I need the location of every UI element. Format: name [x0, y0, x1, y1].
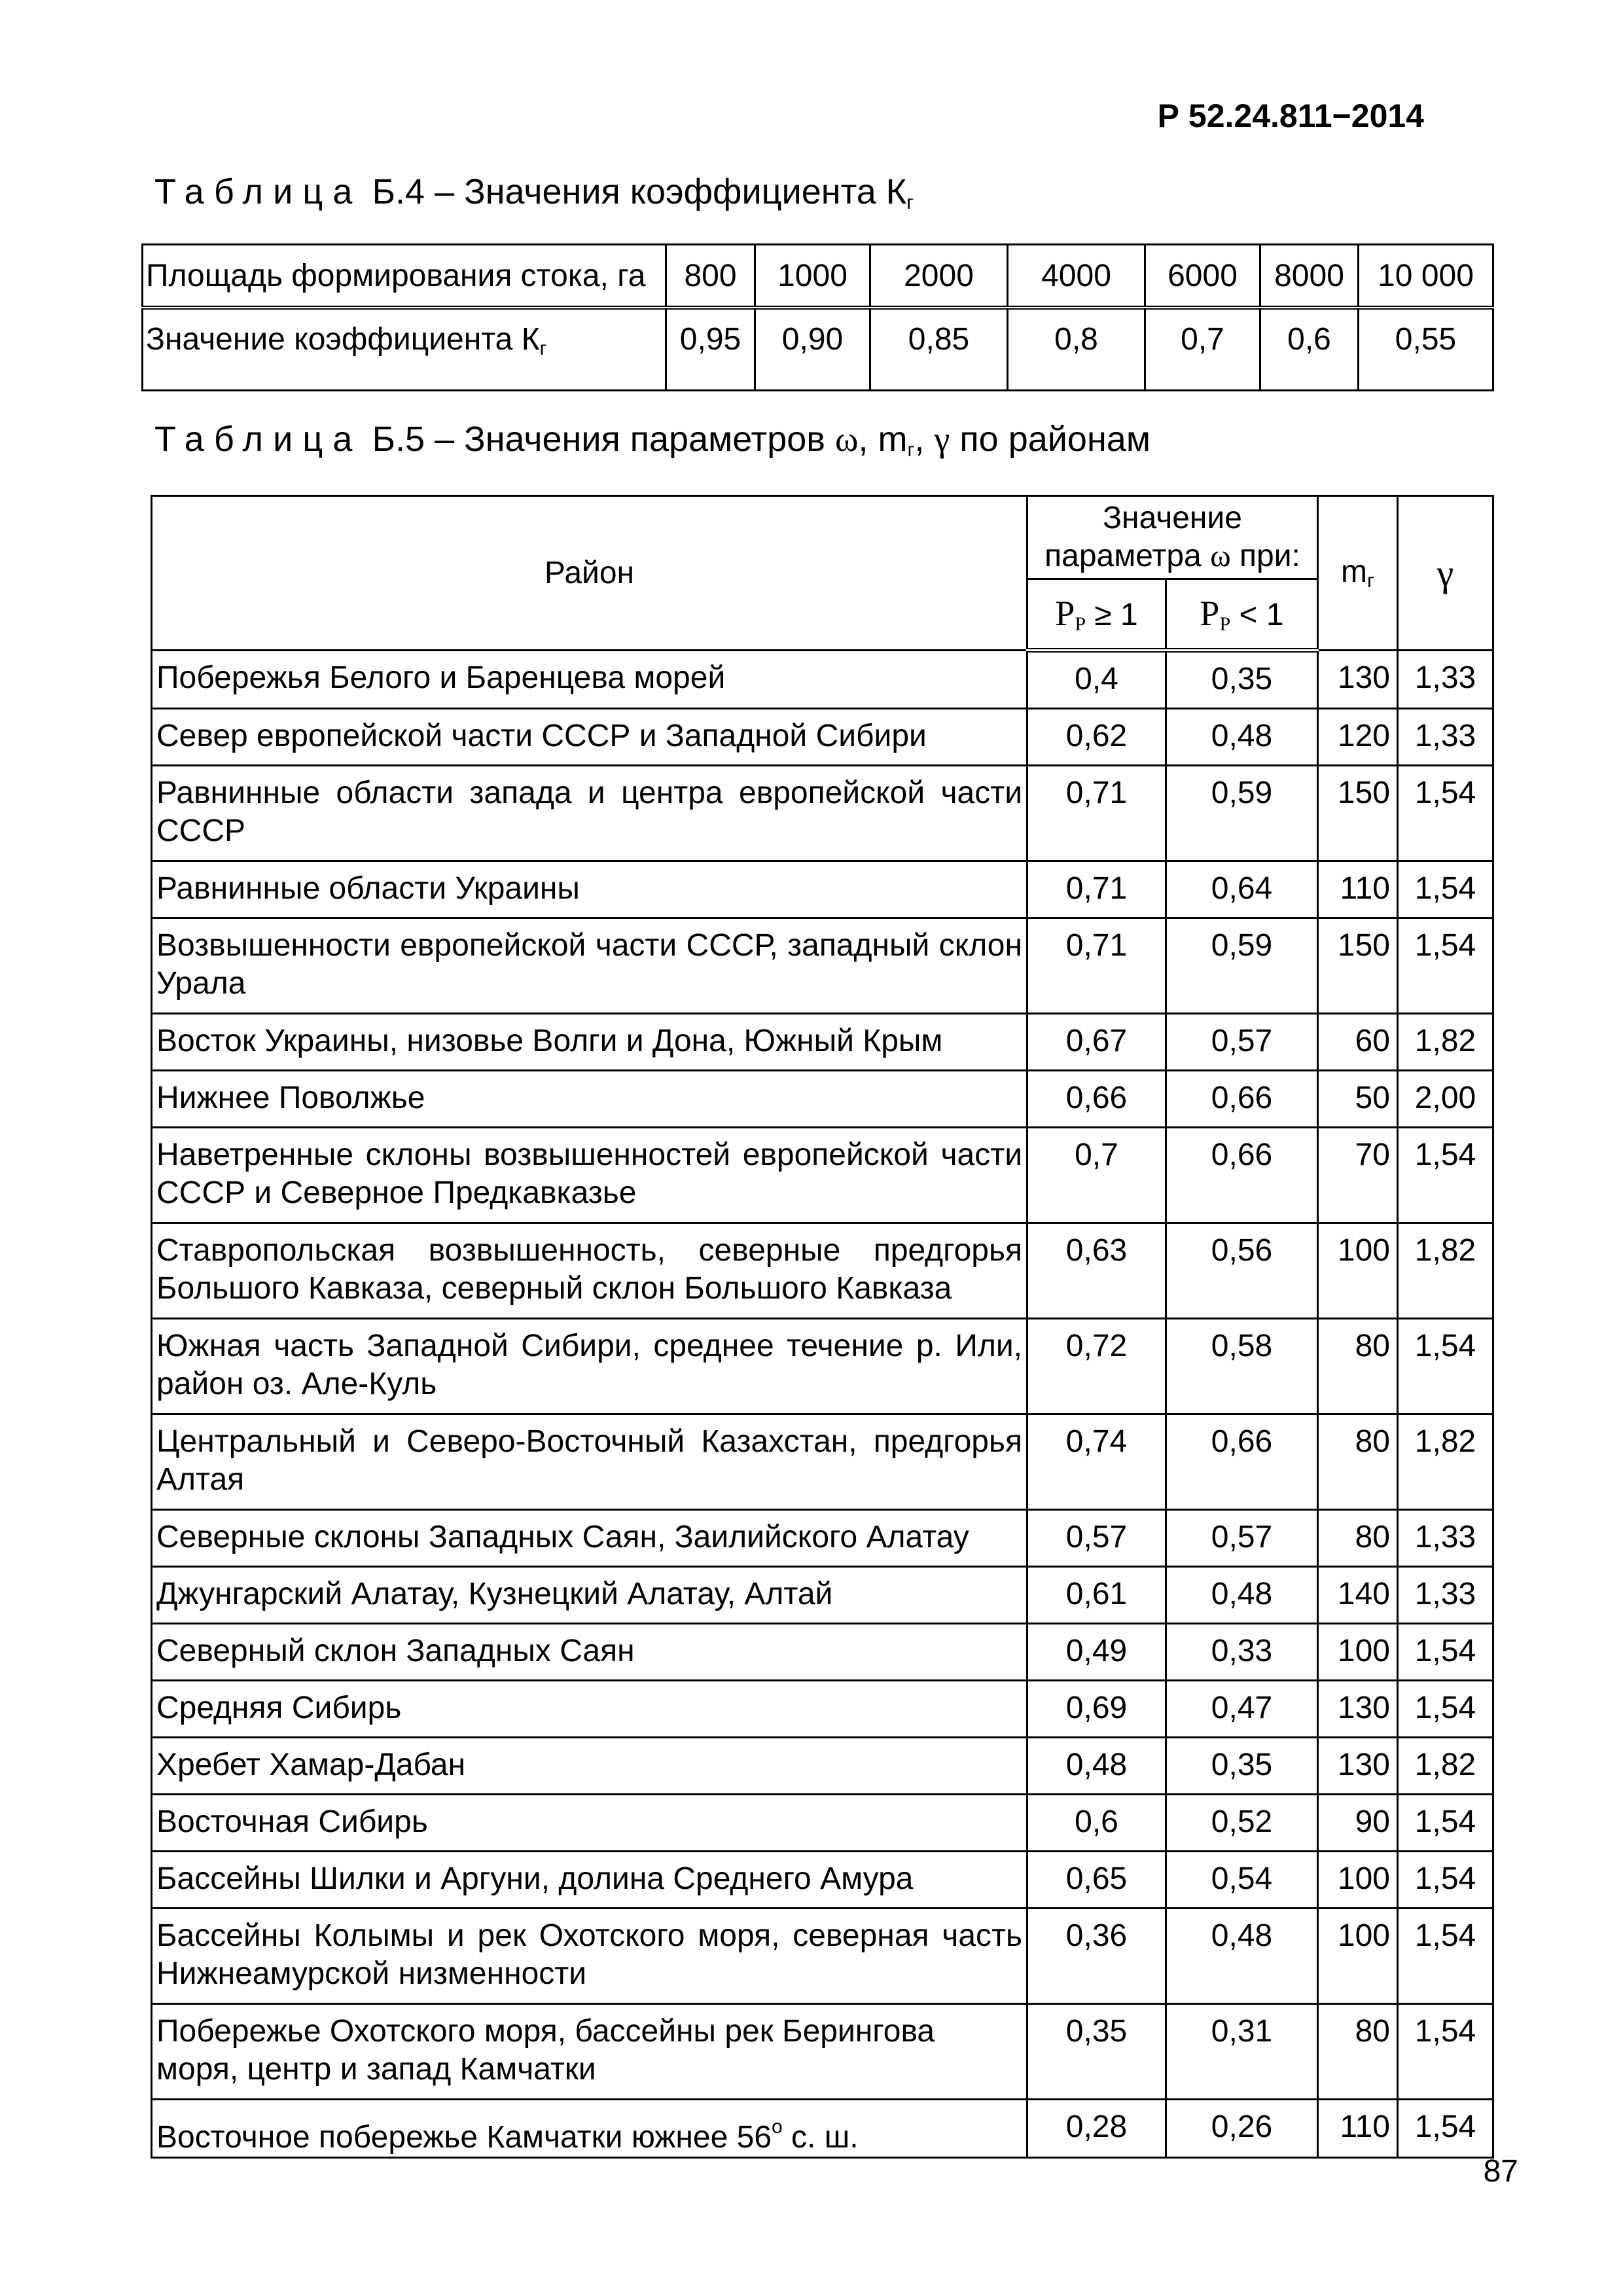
m-cell: 100 [1318, 1624, 1398, 1681]
coefficient-value: 0,7 [1145, 308, 1260, 391]
table-row [152, 1909, 1493, 2004]
table-row [152, 1223, 1493, 1319]
gamma-header: γ [1398, 496, 1493, 651]
omega-lt1-cell: 0,59 [1166, 918, 1318, 1014]
coefficient-value: 0,95 [666, 308, 755, 391]
region-cell: Равнинные области Украины [152, 861, 1027, 918]
m-cell: 90 [1318, 1795, 1398, 1852]
caption-m-subscript: г [907, 439, 915, 461]
page-number: 87 [1483, 2154, 1518, 2189]
region-cell: Наветренные склоны возвышенностей европейской части СССР и Северное Предкавказье [152, 1128, 1027, 1223]
omega-ge1-cell: 0,71 [1027, 861, 1166, 918]
omega-ge1-cell: 0,57 [1027, 1510, 1166, 1567]
table-row [152, 1319, 1493, 1414]
omega-ge1-cell: 0,6 [1027, 1795, 1166, 1852]
gamma-cell: 1,33 [1398, 709, 1493, 766]
omega-value-header [1027, 496, 1318, 579]
coefficient-value: 0,90 [755, 308, 870, 391]
omega-ge1-cell: 0,67 [1027, 1014, 1166, 1071]
m-cell: 80 [1318, 1510, 1398, 1567]
caption-text: Б.4 – Значения коэффициента К [372, 172, 907, 211]
m-cell: 110 [1318, 2100, 1398, 2158]
omega-lt1-cell: 0,35 [1166, 651, 1318, 709]
omega-ge1-cell: 0,71 [1027, 918, 1166, 1014]
caption-tail: по районам [959, 420, 1150, 459]
area-value: 1000 [755, 245, 870, 308]
gamma-cell: 1,54 [1398, 1795, 1493, 1852]
table-row [152, 766, 1493, 861]
coefficient-subscript: г [539, 338, 547, 359]
caption-m: , m [858, 420, 908, 459]
condition-header-ge [1027, 579, 1166, 651]
omega-lt1-cell: 0,64 [1166, 861, 1318, 918]
gamma-cell: 1,33 [1398, 1510, 1493, 1567]
omega-lt1-cell: 0,57 [1166, 1014, 1318, 1071]
omega-symbol: ω [835, 420, 859, 459]
gamma-symbol: γ [934, 420, 950, 459]
document-code: Р 52.24.811−2014 [1157, 98, 1424, 134]
table-row [152, 1014, 1493, 1071]
area-value: 8000 [1260, 245, 1359, 308]
condition-header-lt [1166, 579, 1318, 651]
m-cell: 150 [1318, 766, 1398, 861]
region-cell: Побережье Охотского моря, бассейны рек Берингова моря, центр и запад Камчатки [152, 2004, 1027, 2100]
region-cell: Восток Украины, низовье Волги и Дона, Южный Крым [152, 1014, 1027, 1071]
table-row [152, 1567, 1493, 1624]
gamma-cell: 1,82 [1398, 1014, 1493, 1071]
omega-lt1-cell: 0,33 [1166, 1624, 1318, 1681]
region-cell: Бассейны Шилки и Аргуни, долина Среднего Амура [152, 1852, 1027, 1909]
table-b5-caption [154, 419, 1150, 461]
gamma-cell: 1,54 [1398, 1128, 1493, 1223]
table-row [152, 1071, 1493, 1128]
region-cell: Хребет Хамар-Дабан [152, 1738, 1027, 1795]
table-row [152, 1128, 1493, 1223]
omega-ge1-cell: 0,71 [1027, 766, 1166, 861]
m-cell: 130 [1318, 1681, 1398, 1738]
m-cell: 150 [1318, 918, 1398, 1014]
omega-lt1-cell: 0,54 [1166, 1852, 1318, 1909]
m-cell: 110 [1318, 861, 1398, 918]
table-row [152, 651, 1493, 709]
omega-ge1-cell: 0,69 [1027, 1681, 1166, 1738]
region-cell: Джунгарский Алатау, Кузнецкий Алатау, Алтай [152, 1567, 1027, 1624]
m-cell: 100 [1318, 1852, 1398, 1909]
omega-ge1-cell: 0,65 [1027, 1852, 1166, 1909]
degree-superscript: o [772, 2116, 783, 2138]
gamma-cell: 1,54 [1398, 918, 1493, 1014]
m-cell: 60 [1318, 1014, 1398, 1071]
region-cell: Северные склоны Западных Саян, Заилийского Алатау [152, 1510, 1027, 1567]
area-value: 10 000 [1359, 245, 1493, 308]
table-b4-caption [154, 171, 914, 214]
omega-lt1-cell: 0,52 [1166, 1795, 1318, 1852]
region-cell: Возвышенности европейской части СССР, западный склон Урала [152, 918, 1027, 1014]
condition-lt: < 1 [1239, 597, 1284, 632]
region-cell: Восточная Сибирь [152, 1795, 1027, 1852]
region-cell: Ставропольская возвышенность, северные предгорья Большого Кавказа, северный склон Большого Кавказа [152, 1223, 1027, 1319]
region-cell: Нижнее Поволжье [152, 1071, 1027, 1128]
region-header: Район [152, 496, 1027, 651]
omega-ge1-cell: 0,61 [1027, 1567, 1166, 1624]
m-cell: 130 [1318, 651, 1398, 709]
gamma-cell: 1,54 [1398, 1319, 1493, 1414]
table-row [152, 1738, 1493, 1795]
omega-lt1-cell: 0,66 [1166, 1071, 1318, 1128]
table-row [152, 709, 1493, 766]
omega-lt1-cell: 0,59 [1166, 766, 1318, 861]
coefficient-value: 0,85 [870, 308, 1008, 391]
omega-ge1-cell: 0,63 [1027, 1223, 1166, 1319]
gamma-cell: 1,82 [1398, 1738, 1493, 1795]
omega-ge1-cell: 0,74 [1027, 1414, 1166, 1510]
table-row [152, 861, 1493, 918]
region-cell: Север европейской части СССР и Западной Сибири [152, 709, 1027, 766]
table-row [152, 1852, 1493, 1909]
caption-subscript: г [906, 192, 914, 213]
m-cell: 140 [1318, 1567, 1398, 1624]
region-cell: Северный склон Западных Саян [152, 1624, 1027, 1681]
m-cell: 130 [1318, 1738, 1398, 1795]
omega-lt1-cell: 0,66 [1166, 1414, 1318, 1510]
table-row [152, 1624, 1493, 1681]
region-cell [152, 2100, 1027, 2158]
table-row [152, 918, 1493, 1014]
region-cell: Побережья Белого и Баренцева морей [152, 651, 1027, 709]
coefficient-label [143, 308, 666, 391]
m-cell: 80 [1318, 1319, 1398, 1414]
region-tail: с. ш. [782, 2120, 859, 2155]
m-cell: 120 [1318, 709, 1398, 766]
gamma-cell: 1,54 [1398, 1852, 1493, 1909]
gamma-cell: 1,33 [1398, 1567, 1493, 1624]
region-cell: Южная часть Западной Сибири, среднее течение р. Или, район оз. Але-Куль [152, 1319, 1027, 1414]
coefficient-label-text: Значение коэффициента К [146, 322, 540, 357]
table-row [152, 1414, 1493, 1510]
area-label: Площадь формирования стока, га [143, 245, 666, 308]
omega-lt1-cell: 0,48 [1166, 1909, 1318, 2004]
omega-symbol: ω [1210, 539, 1231, 573]
gamma-cell: 1,54 [1398, 2004, 1493, 2100]
gamma-cell: 1,33 [1398, 651, 1493, 709]
region-cell: Центральный и Северо-Восточный Казахстан, предгорья Алтая [152, 1414, 1027, 1510]
gamma-cell: 1,54 [1398, 766, 1493, 861]
table-row [152, 2004, 1493, 2100]
table-b4-row-area [143, 245, 1493, 308]
m-cell: 100 [1318, 1223, 1398, 1319]
gamma-cell: 1,54 [1398, 1624, 1493, 1681]
m-cell: 80 [1318, 2004, 1398, 2100]
caption-separator: , [914, 420, 925, 459]
m-header-letter: m [1341, 554, 1368, 589]
region-cell: Равнинные области запада и центра европейской части СССР [152, 766, 1027, 861]
p-subscript: P [1075, 613, 1086, 635]
coefficient-value: 0,8 [1008, 308, 1145, 391]
table-row [152, 2100, 1493, 2158]
table-row [152, 1510, 1493, 1567]
m-cell: 100 [1318, 1909, 1398, 2004]
omega-lt1-cell: 0,57 [1166, 1510, 1318, 1567]
table-b5-header-row [152, 496, 1493, 579]
p-letter: P [1055, 593, 1075, 633]
table-row [152, 1795, 1493, 1852]
omega-lt1-cell: 0,56 [1166, 1223, 1318, 1319]
table-row [152, 1681, 1493, 1738]
omega-lt1-cell: 0,48 [1166, 1567, 1318, 1624]
omega-lt1-cell: 0,31 [1166, 2004, 1318, 2100]
omega-ge1-cell: 0,62 [1027, 709, 1166, 766]
omega-ge1-cell: 0,28 [1027, 2100, 1166, 2158]
gamma-cell: 2,00 [1398, 1071, 1493, 1128]
gamma-cell: 1,54 [1398, 1681, 1493, 1738]
value-header-line1: Значение [1103, 501, 1242, 535]
gamma-cell: 1,54 [1398, 861, 1493, 918]
omega-lt1-cell: 0,35 [1166, 1738, 1318, 1795]
gamma-cell: 1,82 [1398, 1414, 1493, 1510]
table-b5 [151, 495, 1494, 2159]
region-cell: Бассейны Колымы и рек Охотского моря, северная часть Нижнеамурской низменности [152, 1909, 1027, 2004]
omega-ge1-cell: 0,48 [1027, 1738, 1166, 1795]
omega-lt1-cell: 0,48 [1166, 709, 1318, 766]
omega-lt1-cell: 0,66 [1166, 1128, 1318, 1223]
area-value: 800 [666, 245, 755, 308]
omega-ge1-cell: 0,36 [1027, 1909, 1166, 2004]
omega-ge1-cell: 0,66 [1027, 1071, 1166, 1128]
omega-lt1-cell: 0,26 [1166, 2100, 1318, 2158]
m-header-subscript: г [1367, 570, 1374, 592]
caption-prefix: Таблица [154, 172, 363, 211]
m-cell: 50 [1318, 1071, 1398, 1128]
table-b4-row-coefficient [143, 308, 1493, 391]
area-value: 6000 [1145, 245, 1260, 308]
coefficient-value: 0,55 [1359, 308, 1493, 391]
omega-ge1-cell: 0,35 [1027, 2004, 1166, 2100]
omega-lt1-cell: 0,47 [1166, 1681, 1318, 1738]
gamma-cell: 1,54 [1398, 2100, 1493, 2158]
table-b4 [141, 243, 1494, 391]
gamma-cell: 1,54 [1398, 1909, 1493, 2004]
omega-ge1-cell: 0,4 [1027, 651, 1166, 709]
m-cell: 80 [1318, 1414, 1398, 1510]
m-header [1318, 496, 1398, 651]
omega-ge1-cell: 0,49 [1027, 1624, 1166, 1681]
m-cell: 70 [1318, 1128, 1398, 1223]
p-subscript: P [1219, 613, 1231, 635]
omega-ge1-cell: 0,7 [1027, 1128, 1166, 1223]
value-header-line2: параметра [1044, 539, 1202, 573]
area-value: 4000 [1008, 245, 1145, 308]
region-cell: Средняя Сибирь [152, 1681, 1027, 1738]
caption-prefix: Таблица [154, 420, 363, 459]
omega-ge1-cell: 0,72 [1027, 1319, 1166, 1414]
gamma-cell: 1,82 [1398, 1223, 1493, 1319]
p-letter: P [1200, 593, 1220, 633]
value-header-line3: при: [1240, 539, 1300, 573]
coefficient-value: 0,6 [1260, 308, 1359, 391]
omega-lt1-cell: 0,58 [1166, 1319, 1318, 1414]
caption-text: Б.5 – Значения параметров [372, 420, 825, 459]
area-value: 2000 [870, 245, 1008, 308]
region-text: Восточное побережье Камчатки южнее 56 [156, 2120, 772, 2155]
condition-ge: ≥ 1 [1094, 597, 1138, 632]
